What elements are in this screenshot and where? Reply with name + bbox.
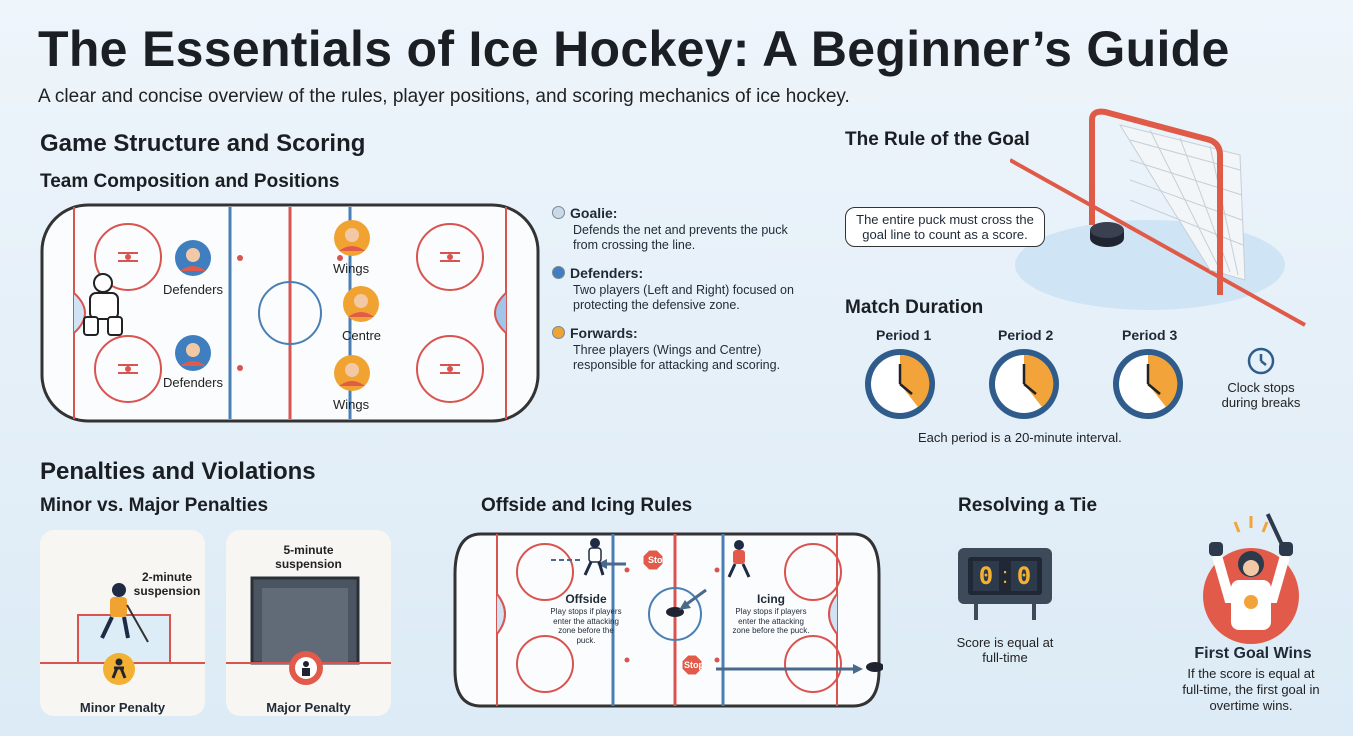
legend-item-goalie: Goalie: Defends the net and prevents the puck from crossing the line.	[552, 205, 802, 253]
defenders-label-top: Defenders	[163, 282, 223, 297]
clock-icon	[865, 349, 935, 419]
period-1-label: Period 1	[876, 327, 932, 343]
defender-avatar-icon	[175, 240, 211, 276]
offside-title: Offside	[565, 592, 607, 606]
major-penalty-label: Major Penalty	[266, 700, 351, 715]
forwards-dot-icon	[552, 326, 565, 339]
major-duration-label: 5-minute suspension	[275, 543, 342, 571]
period-2-label: Period 2	[998, 327, 1054, 343]
goal-net-illustration	[1010, 100, 1310, 330]
first-goal-wins-text: If the score is equal at full-time, the first goal in overtime wins.	[1182, 666, 1320, 713]
defender-avatar-icon	[175, 335, 211, 371]
offside-text: Play stops if players enter the attacking zone before the puck.	[550, 607, 622, 645]
penalties-heading: Penalties and Violations	[40, 458, 316, 485]
major-penalty-icon	[288, 650, 324, 686]
icing-text: Play stops if players enter the attacking zone before the puck.	[732, 607, 810, 635]
score-equal-note: Score is equal at full-time	[956, 635, 1054, 665]
clock-icon	[1113, 349, 1183, 419]
structure-heading: Game Structure and Scoring	[40, 130, 366, 157]
duration-heading: Match Duration	[845, 297, 984, 318]
minor-penalty-label: Minor Penalty	[79, 700, 166, 715]
period-interval-caption: Each period is a 20-minute interval.	[918, 430, 1122, 445]
clock-stops-note: Clock stops during breaks	[1221, 380, 1301, 410]
structure-subheading: Team Composition and Positions	[40, 171, 340, 192]
period-clocks	[862, 346, 1192, 422]
team-rink-diagram	[40, 203, 542, 425]
clock-icon	[989, 349, 1059, 419]
minor-penalty-card	[40, 530, 205, 716]
stopwatch-icon	[1246, 346, 1276, 376]
positions-legend	[552, 205, 802, 373]
stop-sign-label-bottom: Stop	[684, 660, 704, 670]
minor-duration-label: 2-minute suspension	[133, 570, 201, 598]
penalty-box-illustration	[226, 530, 391, 716]
wings-label-bottom: Wings	[333, 397, 370, 412]
centre-label: Centre	[342, 328, 382, 343]
scoreboard	[958, 548, 1052, 604]
page-subtitle: A clear and concise overview of the rules, player positions, and scoring mechanics of ice hockey.	[38, 86, 850, 107]
defenders-dot-icon	[552, 266, 565, 279]
offside-heading: Offside and Icing Rules	[481, 495, 693, 516]
wings-label-top: Wings	[333, 261, 370, 276]
icing-title: Icing	[756, 592, 785, 606]
major-penalty-card	[226, 530, 391, 716]
score-colon-icon: :	[1002, 563, 1009, 588]
score-right: 0	[1011, 561, 1037, 591]
penalties-subheading: Minor vs. Major Penalties	[40, 495, 269, 516]
minor-penalty-illustration	[40, 530, 205, 716]
score-left: 0	[973, 561, 999, 591]
celebrating-player-icon	[1195, 508, 1313, 648]
minor-penalty-icon	[102, 652, 136, 686]
goal-rule-heading: The Rule of the Goal	[845, 129, 1030, 150]
forward-avatar-icon	[334, 220, 370, 256]
page-title: The Essentials of Ice Hockey: A Beginner’s Guide	[38, 21, 1230, 77]
goalie-dot-icon	[552, 206, 565, 219]
forward-avatar-icon	[334, 355, 370, 391]
scoreboard-leg	[974, 604, 978, 620]
defenders-label-bottom: Defenders	[163, 375, 223, 390]
scoreboard-leg	[1032, 604, 1036, 620]
legend-item-defenders: Defenders: Two players (Left and Right) focused on protecting the defensive zone.	[552, 265, 802, 313]
goal-rule-callout: The entire puck must cross the goal line to count as a score.	[845, 207, 1045, 247]
period-3-label: Period 3	[1122, 327, 1178, 343]
first-goal-wins-title: First Goal Wins	[1194, 645, 1312, 662]
legend-item-forwards: Forwards: Three players (Wings and Centre) responsible for attacking and scoring.	[552, 325, 802, 373]
stop-sign-label-top: Stop	[648, 555, 668, 565]
forward-avatar-icon	[343, 286, 379, 322]
tie-heading: Resolving a Tie	[958, 495, 1098, 516]
